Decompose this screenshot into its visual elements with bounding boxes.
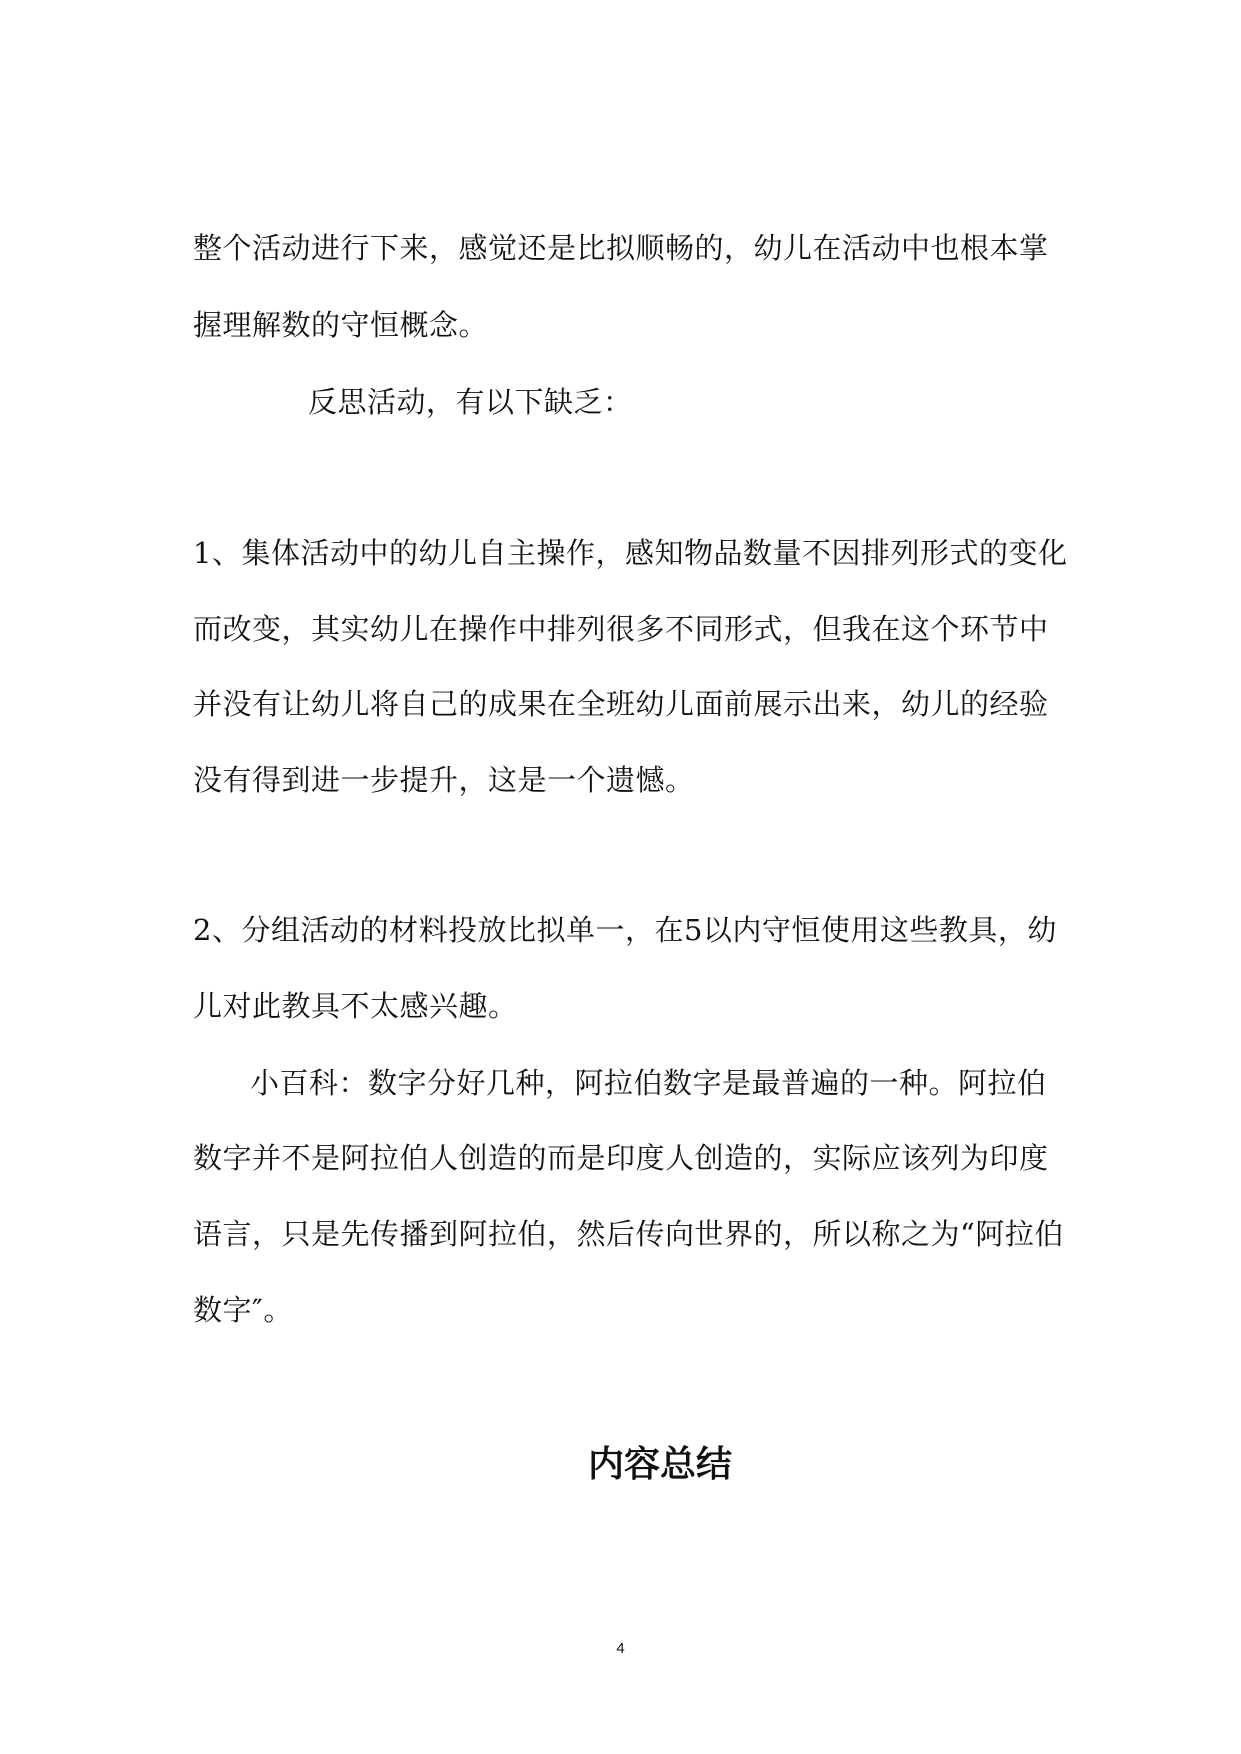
- text-line: 整个活动进行下来，感觉还是比拟顺畅的，幼儿在活动中也根本掌: [193, 231, 1049, 265]
- text-line: 数字并不是阿拉伯人创造的而是印度人创造的，实际应该列为印度: [193, 1141, 1049, 1175]
- text-line: 小百科：数字分好几种，阿拉伯数字是最普遍的一种。阿拉伯: [250, 1066, 1047, 1100]
- page-number: 4: [616, 1640, 625, 1657]
- text-line: 而改变，其实幼儿在操作中排列很多不同形式，但我在这个环节中: [193, 612, 1049, 646]
- text-line: 2、分组活动的材料投放比拟单一，在5以内守恒使用这些教具，幼: [193, 913, 1057, 947]
- text-line: 反思活动，有以下缺乏：: [308, 385, 633, 419]
- text-line: 数字″。: [193, 1293, 293, 1327]
- text-line: 儿对此教具不太感兴趣。: [193, 989, 518, 1023]
- section-heading: 内容总结: [587, 1444, 732, 1485]
- text-line: 语言，只是先传播到阿拉伯，然后传向世界的，所以称之为“阿拉伯: [193, 1217, 1064, 1251]
- text-line: 握理解数的守恒概念。: [193, 308, 489, 342]
- text-line: 并没有让幼儿将自己的成果在全班幼儿面前展示出来，幼儿的经验: [193, 687, 1049, 721]
- text-line: 1、集体活动中的幼儿自主操作，感知物品数量不因排列形式的变化: [193, 536, 1068, 570]
- text-line: 没有得到进一步提升，这是一个遗憾。: [193, 763, 695, 797]
